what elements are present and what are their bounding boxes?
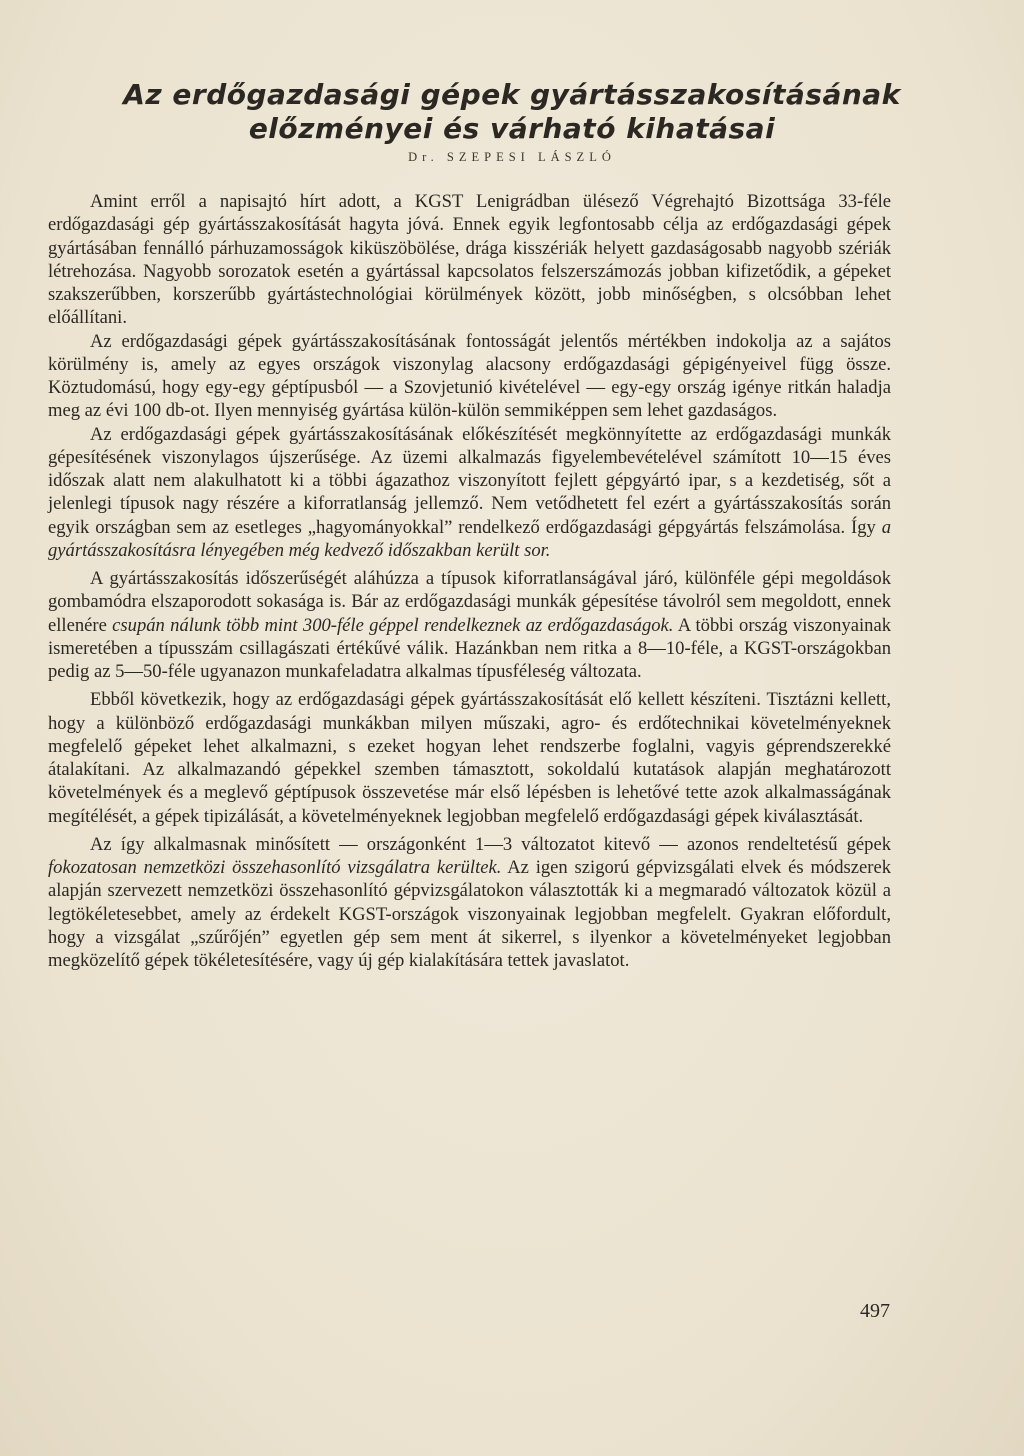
paragraph-3-emphasis: a gyártásszakosításra lényegében még kedvező időszakban került sor.: [48, 516, 891, 561]
page-number: 497: [860, 1300, 890, 1322]
paragraph-3-text: Az erdőgazdasági gépek gyártásszakosításának előkészítését megkönnyítette az erdőgazdasági munkák gépesítésének viszonylagos újszerűsége. Az üzemi alkalmazás figyelembevételével számított 10—15 éves időszak alatt nem alakulhatott ki a többi ágazathoz viszonyított fejlett gépgyártó ipar, s a kezdetiség, sőt a jelenlegi típusok nagy részére a kiforratlanság jellemző. Nem vetődhetett fel ezért a gyártásszakosítás során egyik országban sem az esetleges „hagyományokkal” rendelkező erdőgazdasági gépgyártás felszámolása. Így: [48, 423, 891, 538]
article-title-line-1: Az erdőgazdasági gépek gyártásszakosításának: [123, 78, 901, 111]
paragraph-4: [48, 567, 891, 683]
paragraph-4-text: A gyártásszakosítás időszerűségét aláhúzza a típusok kiforratlanságával járó, különféle gépi megoldások gombamódra elszaporodott sokasága is. Bár az erdőgazdasági munkák gépesítése távolról sem megoldott, ennek ellenére: [48, 568, 891, 636]
paragraph-2-text: Az erdőgazdasági gépek gyártásszakosításának fontosságát jelentős mértékben indokolja az a sajátos körülmény is, amely az egyes országok viszonylag alacsony erdőgazdasági gépigényeivel függ össze. Köztudomású, hogy egy-egy géptípusból — a Szovjetunió kivételével — egy-egy ország igénye ritkán haladja meg az évi 100 db-ot. Ilyen mennyiség gyártása külön-külön semmiképpen sem lehet gazdaságos.: [48, 330, 891, 422]
paragraph-4-text-end: A többi ország viszonyainak ismeretében a típusszám csillagászati értékűvé válik. Hazánkban nem ritka a 8—10-féle, a KGST-országokban pedig az 5—50-féle ugyanazon munkafeladatra alkalmas típusféleség változata.: [48, 614, 892, 682]
article-body: [48, 190, 891, 972]
paragraph-6-text-end: Az igen szigorú gépvizsgálati elvek és módszerek alapján szervezett nemzetközi összehasonlító gépvizsgálatokon választották ki a megmaradó változatok közül a legtökéletesebbet, amely az érdekelt KGST-országok viszonyainak legjobban megfelelt. Gyakran előfordult, hogy a vizsgálat „szűrőjén” egyetlen gép sem ment át sikerrel, s ilyenkor a követelményeket legjobban megközelítő gépek tökéletesítésére, vagy új gép kialakítására tettek javaslatot.: [48, 857, 891, 971]
paragraph-4-emphasis: csupán nálunk több mint 300-féle géppel rendelkeznek az erdőgazdaságok.: [112, 614, 674, 636]
paragraph-1: Amint erről a napisajtó hírt adott, a KGST Lenigrádban ülésező Végrehajtó Bizottsága 33-féle erdőgazdasági gép gyártásszakosítását hagyta jóvá. Ennek egyik legfontosabb célja az erdőgazdasági gépek gyártásában fennálló párhuzamosságok kiküszöbölése, drága kisszériák helyett gazdaságosabb nagyobb szériák létrehozása. Nagyobb sorozatok esetén a gyártással kapcsolatos felszerszámozás jobban kifizetődik, a gépeket szakszerűbben, korszerűbb gyártástechnológiai körülmények között, jobb minőségben, s olcsóbban lehet előállítani.: [48, 191, 891, 329]
paragraph-2: [48, 330, 891, 423]
author-byline: Dr. SZEPESI LÁSZLÓ: [408, 150, 616, 164]
paragraph-6-emphasis: fokozatosan nemzetközi összehasonlító vizsgálatra kerültek.: [48, 857, 502, 878]
paragraph-6: [48, 833, 891, 973]
article-title-line-2: előzményei és várható kihatásai: [248, 112, 776, 145]
paragraph-5: Ebből következik, hogy az erdőgazdasági gépek gyártásszakosítását elő kellett készíteni. Tisztázni kellett, hogy a különböző erdőgazdasági munkákban milyen műszaki, agro- és erdőtechnikai követelményeknek megfelelő gépeket lehet alkalmazni, s ezeket hogyan lehet rendszerbe foglalni, vagyis géprendszerekké átalakítani. Az alkalmazandó gépekkel szemben támasztott, sokoldalú kutatások alapján meghatározott követelmények és a meglevő géptípusok összevetése már első lépésben is lehetővé tette azok alkalmasságának megítélését, a gépek tipizálását, a követelményeknek legjobban megfelelő erdőgazdasági gépek kiválasztását.: [48, 689, 891, 827]
paragraph-3: [48, 423, 891, 563]
paragraph-6-text: Az így alkalmasnak minősített — országonként 1—3 változatot kitevő — azonos rendeltetésű gépek: [90, 833, 891, 855]
